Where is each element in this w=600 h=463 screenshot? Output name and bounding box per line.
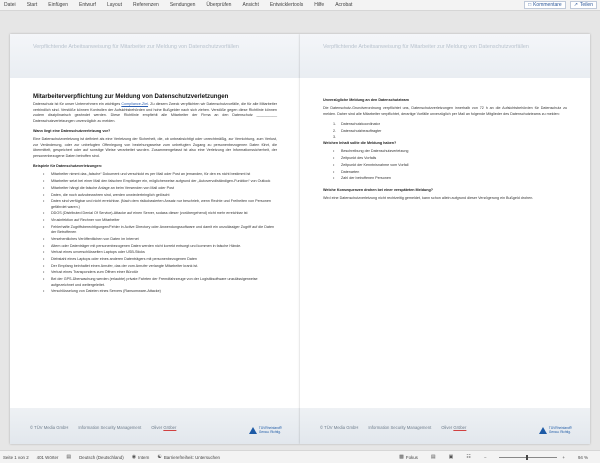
zoom-level[interactable]: 94 % <box>577 454 588 460</box>
list-item: • Versehentliches Veröffentlichen von Daten im Internet <box>43 237 277 242</box>
proofing-icon: ▤ <box>66 454 72 460</box>
tab-layout[interactable]: Layout <box>106 2 122 8</box>
intro-paragraph <box>33 102 277 124</box>
definition-paragraph: Eine Datenschutzverletzung ist definiert als eine Verletzung der Sicherheit, die, ob unbeabsichtigt oder unrechtmäßig, zur Vernichtung, zum Verlust, zur Veränderung, oder zur unbefugten Offenlegung von beziehungsweise zum unbefugten Zugang zu personenbezogenen Daten führt, die übermittelt, gespeichert oder auf sonstige Weise verarbeitet wurden. Zusammengefasst ist also eine Verletzung der Informationssicherheit, der personenbezogene Daten betroffen sind. <box>33 137 277 158</box>
page-count[interactable]: Seite 1 von 2 <box>3 454 29 460</box>
section-heading-consequences: Welche Konsequenzen drohen bei einer verspäteten Meldung? <box>323 187 433 192</box>
page-header <box>10 34 300 78</box>
section-heading-definition: Wann liegt eine Datenschutzverletzung vor? <box>33 129 111 134</box>
reporting-paragraph: Die Datenschutz-Grundverordnung verpflichtet uns, Datenschutzverletzungen innerhalb von 72 h an die Aufsichtsbehörden für Datenschutz zu melden. Daher sind alle Mitarbeiter verpflichtet, derartige Vorfälle unverzüglich per Mail an folgende Mitglieder des Datenschutzteams zu melden: <box>323 106 567 116</box>
document-title: Mitarbeiterverpflichtung zur Meldung von Datenschutzverletzungen <box>33 93 229 100</box>
accessibility-label: Barrierefreiheit: Untersuchen <box>163 454 220 460</box>
list-item: • Diebstahl eines Laptops oder eines anderen Datenträgers mit personenbezogenen Daten <box>43 257 277 262</box>
web-layout-icon: ☷ <box>466 454 471 460</box>
footer-author-last: Gröber <box>163 425 177 430</box>
read-mode-button[interactable] <box>431 454 436 460</box>
tab-hilfe[interactable]: Hilfe <box>314 2 325 8</box>
tab-sendungen[interactable]: Sendungen <box>169 2 196 8</box>
footer-author-first: Oliver <box>441 425 453 430</box>
footer-text <box>30 425 176 430</box>
list-item: • Zeitpunkt der Kenntnisnahme vom Vorfall <box>333 163 567 168</box>
document-area[interactable] <box>0 12 600 450</box>
intro-text-start: Datenschutz ist für unser Unternehmen ein wichtiges <box>33 102 122 107</box>
page-header <box>300 34 590 78</box>
list-item: • Daten, die noch aufzubewahren sind, werden unwiederbringlich gelöscht <box>43 193 277 198</box>
compliance-link[interactable]: Compliance-Ziel <box>121 102 149 107</box>
list-item: 1. Datenschutzkoordinator <box>333 122 380 127</box>
zoom-in-button[interactable]: + <box>562 454 565 460</box>
tab-ueberpruefen[interactable]: Überprüfen <box>206 2 232 8</box>
header-text: Verpflichtende Arbeitsanweisung für Mitarbeiter zur Meldung von Datenschutzvorfällen <box>33 44 239 50</box>
classification-label: Intern <box>138 454 150 460</box>
list-item: • Beschreibung der Datenschutzverletzung <box>333 149 567 154</box>
share-label: Teilen <box>579 2 593 8</box>
tab-referenzen[interactable]: Referenzen <box>132 2 159 8</box>
status-right <box>399 454 596 460</box>
tab-ansicht[interactable]: Ansicht <box>242 2 259 8</box>
list-item: • DDOS (Distributed Denial Of Service)-Attacke auf einen Server, sodass dieser (vorübergehend) nicht mehr erreichbar ist <box>43 211 277 216</box>
proofing-status[interactable] <box>66 454 71 460</box>
contact-coordinator: Datenschutzkoordinator <box>341 122 380 127</box>
examples-list <box>43 172 277 294</box>
list-item: • Mitarbeiter hängt die falsche Anlage an beim Versenden von Mail oder Post <box>43 186 277 191</box>
accessibility-icon: ☯ <box>157 454 162 460</box>
language-status[interactable]: Deutsch (Deutschland) <box>79 454 124 460</box>
footer-author <box>441 425 466 430</box>
footer-company: © TÜV Media GmbH <box>30 425 69 430</box>
tuv-logo-line2: Genau. Richtig. <box>548 430 571 434</box>
comments-label: Kommentare <box>533 2 562 8</box>
list-item: • Zeitpunkt des Vorfalls <box>333 156 567 161</box>
focus-label: Fokus <box>405 454 418 460</box>
accessibility-status[interactable] <box>157 454 220 460</box>
focus-icon: ▩ <box>399 454 404 460</box>
list-item: • Verlust eines unverschlüsselten Laptops oder USB-Sticks <box>43 250 277 255</box>
content-list <box>333 149 567 181</box>
tuv-logo-line1: TÜVRheinland® <box>258 426 282 430</box>
word-count[interactable]: 401 Wörter <box>36 454 59 460</box>
read-mode-icon: ▤ <box>430 454 436 460</box>
list-item: • Virusinfektion auf Rechner von Mitarbeiter <box>43 218 277 223</box>
footer-text <box>320 425 466 430</box>
contacts-list: 1. Datenschutzkoordinator 2. Datenschutzbeauftragter 3. <box>333 122 567 134</box>
list-item: • Mitarbeiter setzt bei einer Mail den falschen Empfänger ein, möglicherweise aufgrund der „Autovervollständigen-Funktion“ von Outlook <box>43 179 277 184</box>
list-item: • Fehlerhafte Zugriffsberechtigungen/Fehler in Active Directory oder Anwendungssoftware und damit ein unzulässiger Zugriff auf die Daten der Betroffenen <box>43 225 277 236</box>
share-icon: ↗ <box>573 2 578 8</box>
tuv-triangle-icon <box>249 427 257 434</box>
contact-officer: Datenschutzbeauftragter <box>341 128 382 133</box>
consequences-paragraph: Wird eine Datenschutzverletzung nicht rechtzeitig gemeldet, kann schon allein aufgrund dieser Verzögerung ein Bußgeld drohen. <box>323 196 534 201</box>
list-item: • Altem oder Datenträger mit personenbezogenen Daten werden nicht korrekt entsorgt und kommen in falsche Hände. <box>43 244 277 249</box>
intro-text-end: . Zu diesem Zweck verpflichten wir Datenschutzvorfälle, die für alle Mitarbeiter verbindlich sind. Verstöße können Kontrollen der Aufsichtsbehörden und hohe Bußgelder nach sich ziehen. Verstöße gegen diese Richtlinie können zudem disziplinarisch geahndet werden. Diese Richtlinie empfiehlt alle Mitarbeiter der Firma an den Datenschutz __________ Datenschutzverletzungen unverzüglich zu melden. <box>33 102 277 123</box>
header-text: Verpflichtende Arbeitsanweisung für Mitarbeiter zur Meldung von Datenschutzvorfällen <box>323 44 529 50</box>
footer-product: Information Security Management <box>78 425 142 430</box>
list-item: • Mitarbeiter nimmt das „falsche“ Dokument und verschickt es per Mail oder Post an jemanden, für den es nicht bestimmt ist <box>43 172 277 177</box>
section-heading-examples: Beispiele für Datenschutzverletzungen: <box>33 164 103 169</box>
zoom-out-button[interactable]: − <box>483 454 487 460</box>
footer-author <box>151 425 176 430</box>
footer-author-first: Oliver <box>151 425 163 430</box>
footer-author-last: Gröber <box>453 425 467 430</box>
ribbon-tab-bar <box>0 0 600 11</box>
comments-button[interactable] <box>524 1 566 9</box>
tab-einfuegen[interactable]: Einfügen <box>48 2 68 8</box>
page-1[interactable] <box>10 34 300 444</box>
zoom-slider[interactable] <box>499 457 557 458</box>
tuv-logo <box>249 426 282 434</box>
page-2[interactable] <box>300 34 590 444</box>
list-item: • Datenarten <box>333 170 567 175</box>
list-item: • Verschlüsselung von Dateien eines Servers (Ransomware-Attacke) <box>43 289 277 294</box>
label-icon: ◉ <box>131 454 137 460</box>
tuv-logo <box>539 426 572 434</box>
print-layout-icon: ▣ <box>448 454 454 460</box>
section-heading-content: Welchen Inhalt sollte die Meldung haben? <box>323 141 397 146</box>
list-item: • Bei der GPS-Überwachung werden (erlaubte) private Fahrten der Fremdfahrzeuge von der Logistiksoftware unzulässigerweise aufgezeichnet und weitergeleitet. <box>43 277 277 288</box>
footer-product: Information Security Management <box>368 425 432 430</box>
comment-icon: □ <box>528 2 532 8</box>
list-item: • Daten sind verfügbar und nicht erreichbar. (Nach dem risikobasierten Ansatz nur beschrieb, wenn Rechte und Freiheiten von Personen gefährdet waren.) <box>43 199 277 210</box>
page-footer <box>10 408 300 444</box>
zoom-slider-thumb[interactable] <box>526 455 528 460</box>
focus-button[interactable] <box>399 454 418 460</box>
status-bar <box>0 450 600 463</box>
web-layout-button[interactable] <box>466 454 470 460</box>
tuv-logo-text <box>549 426 572 434</box>
tuv-triangle-icon <box>539 427 547 434</box>
share-button[interactable] <box>570 1 597 9</box>
page-1-body[interactable] <box>33 94 277 296</box>
classification-status[interactable] <box>132 454 150 460</box>
footer-company: © TÜV Media GmbH <box>320 425 359 430</box>
tuv-logo-text <box>259 426 282 434</box>
page-footer <box>300 408 590 444</box>
list-item: 2. Datenschutzbeauftragter <box>333 128 382 133</box>
tuv-logo-line2: Genau. Richtig. <box>258 430 281 434</box>
tab-datei[interactable]: Datei <box>4 2 16 8</box>
tab-entwicklertools[interactable]: Entwicklertools <box>269 2 304 8</box>
tuv-logo-line1: TÜVRheinland® <box>548 426 572 430</box>
print-layout-button[interactable] <box>449 454 454 460</box>
ribbon-actions <box>524 1 597 9</box>
list-item: • Der Empfang beinhaltet einen Anrufer, das der vom Anrufer verlangte Mitarbeiter krank ist. <box>43 264 277 269</box>
tab-acrobat[interactable]: Acrobat <box>335 2 353 8</box>
section-heading-reporting: Unverzügliche Meldung an den Datenschutzteam <box>323 98 409 102</box>
tab-start[interactable]: Start <box>26 2 38 8</box>
tab-entwurf[interactable]: Entwurf <box>79 2 96 8</box>
list-item: • Verlust eines Transponders zum Öffnen einer Bürotür <box>43 270 277 275</box>
page-2-body[interactable] <box>323 94 567 206</box>
list-item: • Zahl der betroffenen Personen <box>333 176 567 181</box>
